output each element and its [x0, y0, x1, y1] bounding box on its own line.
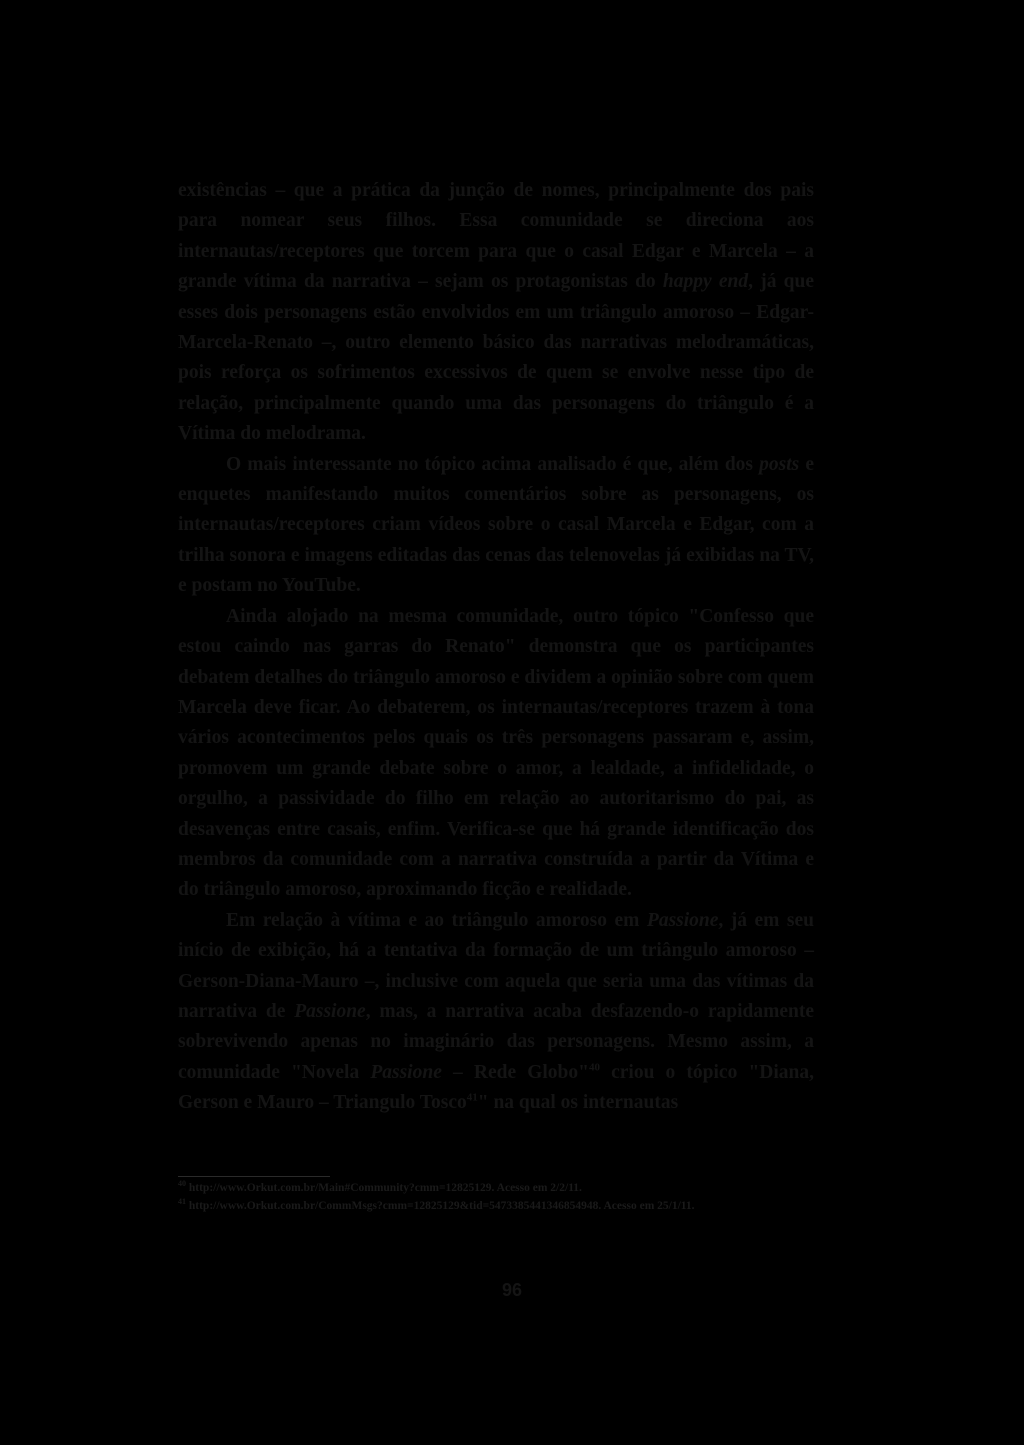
- body-text: [178, 176, 814, 1119]
- emphasis-passione: Passione: [646, 909, 719, 931]
- footnote-ref-40[interactable]: 40: [588, 1061, 600, 1074]
- emphasis-passione: Passione: [294, 1000, 366, 1022]
- footnote-40-text: http://www.Orkut.com.br/Main#Community?cmm=12825129. Acesso em 2/2/11.: [186, 1182, 582, 1194]
- paragraph-2: O mais interessante no tópico acima analisado é que, além dos posts e enquetes manifestando muitos comentários sobre as personagens, os internautas/receptores criam vídeos sobre o casal Marcela e Edgar, com a trilha sonora e imagens editadas das cenas das telenovelas já exibidas na TV, e postam no YouTube.: [178, 453, 814, 597]
- footnote-41-text: http://www.Orkut.com.br/CommMsgs?cmm=12825129&tid=5473385441346854948. Acesso em 25/1/11.: [186, 1200, 695, 1212]
- paragraph-4: Em relação à vítima e ao triângulo amoroso em Passione, já em seu início de exibição, há a tentativa da formação de um triângulo amoroso – Gerson-Diana-Mauro –, inclusive com aquela que seria uma das vítimas da narrativa de Passione, mas, a narrativa acaba desfazendo-o rapidamente sobrevivendo apenas no imaginário das personagens. Mesmo assim, a comunidade "Novela Passione – Rede Globo"$^{40}$ criou o tópico "Diana, Gerson e Mauro – Triangulo Tosco$^{41}$" na qual os internautas: [178, 909, 815, 1114]
- footnote-40: $^{40}$ http://www.Orkut.com.br/Main#Community?cmm=12825129. Acesso em 2/2/11.: [178, 1179, 582, 1194]
- footnotes: [178, 1180, 814, 1216]
- footnote-ref-41[interactable]: 41: [466, 1091, 478, 1104]
- footnote-divider: [178, 1176, 330, 1177]
- emphasis-happy-end: happy end: [662, 271, 749, 293]
- emphasis-passione: Passione: [370, 1061, 442, 1083]
- paragraph-3: Ainda alojado na mesma comunidade, outro tópico "Confesso que estou caindo nas garras do Renato" demonstra que os participantes debatem detalhes do triângulo amoroso e dividem a opinião sobre com quem Marcela deve ficar. Ao debaterem, os internautas/receptores trazem à tona vários acontecimentos pelos quais os três personagens passaram e, assim, promovem um grande debate sobre o amor, a lealdade, a infidelidade, o orgulho, a passividade do filho em relação ao autoritarismo do pai, as desavenças entre casais, enfim. Verifica-se que há grande identificação dos membros da comunidade com a narrativa construída a partir da Vítima e do triângulo amoroso, aproximando ficção e realidade.: [178, 605, 814, 901]
- emphasis-posts: posts: [759, 453, 800, 475]
- footnote-41: $^{41}$ http://www.Orkut.com.br/CommMsgs?cmm=12825129&tid=5473385441346854948. Acesso em 25/1/11.: [178, 1197, 695, 1212]
- paragraph-1: existências – que a prática da junção de nomes, principalmente dos pais para nomear seus filhos. Essa comunidade se direciona aos internautas/receptores que torcem para que o casal Edgar e Marcela – a grande vítima da narrativa – sejam os protagonistas do happy end, já que esses dois personagens estão envolvidos em um triângulo amoroso – Edgar-Marcela-Renato –, outro elemento básico das narrativas melodramáticas, pois reforça os sofrimentos excessivos de quem se envolve nesse tipo de relação, principalmente quando uma das personagens do triângulo é a Vítima do melodrama.: [178, 180, 814, 445]
- page-number: 96: [501, 1280, 523, 1300]
